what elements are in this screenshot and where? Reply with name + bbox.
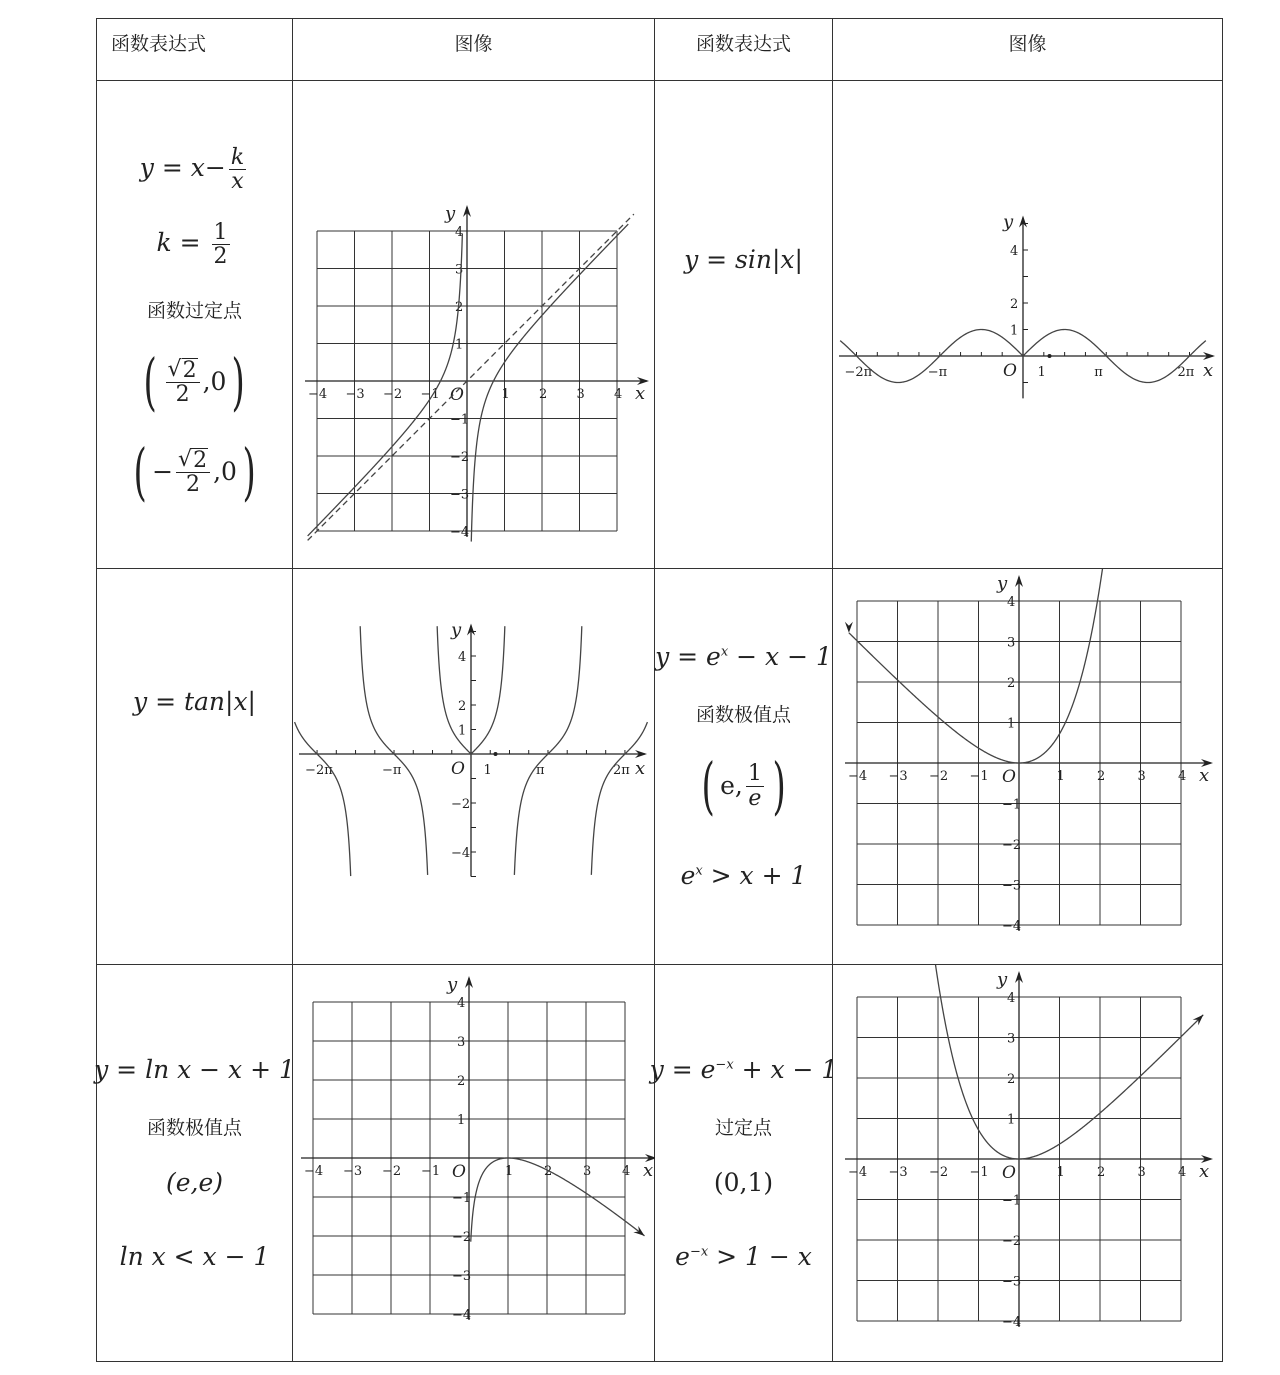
x-tick-label: −4	[848, 769, 868, 784]
x-tick-label: 4	[1178, 769, 1187, 784]
y-tick-label: 3	[455, 262, 464, 278]
x-axis-label: x	[1203, 360, 1214, 381]
y-tick-label: 4	[1007, 595, 1016, 610]
y-tick-label: −4	[451, 846, 471, 861]
x-tick-label: −4	[304, 1164, 324, 1179]
x-tick-label: −4	[308, 387, 328, 402]
table-row	[97, 965, 1223, 1362]
y-axis-label: y	[451, 619, 462, 641]
formula-cell-ln	[94, 965, 295, 1362]
table-row	[97, 81, 1223, 569]
x-tick-label: 3	[583, 1164, 592, 1179]
x-tick-label: 1	[1037, 365, 1046, 380]
y-tick-label: −1	[1002, 1193, 1022, 1209]
x-axis-label: x	[635, 758, 646, 779]
origin-label: O	[452, 1162, 466, 1182]
inequality-ln: ln x < x − 1	[119, 1241, 270, 1271]
y-tick-label: 2	[455, 300, 464, 315]
x-tick-label: −1	[969, 769, 989, 784]
x-tick-label: 4	[614, 387, 623, 402]
y-tick-label: 2	[1007, 1072, 1016, 1087]
x-axis-label: x	[1199, 765, 1210, 786]
origin-label: O	[450, 385, 464, 405]
graph-cell-5	[293, 965, 655, 1362]
fixed-point-exp-neg: (0,1)	[713, 1167, 774, 1197]
y-tick-label: −3	[452, 1269, 472, 1284]
x-tick-label: −2	[929, 769, 949, 784]
formula-x-minus-k-over-x: y = x− $\frac{k}{x}$	[139, 144, 245, 194]
x-axis-label: x	[643, 1160, 654, 1181]
x-tick-label: 1	[483, 763, 492, 778]
y-tick-label: 3	[457, 1035, 466, 1050]
x-tick-label: −4	[848, 1165, 868, 1180]
formula-tan-abs-x: y = tan|x|	[133, 686, 256, 716]
x-tick-label: −3	[888, 769, 908, 784]
y-tick-label: −4	[1002, 1315, 1022, 1330]
y-tick-label: 3	[1007, 635, 1016, 651]
x-tick-label: −3	[888, 1165, 908, 1180]
y-tick-label: 1	[1007, 1112, 1016, 1128]
formula-sin-abs-x: y = sin|x|	[684, 244, 803, 274]
y-tick-label: 1	[1010, 323, 1019, 339]
curve-arrow	[633, 1226, 644, 1236]
y-tick-label: −4	[1002, 919, 1022, 934]
header-graph-1: 图像	[293, 19, 655, 81]
formula-exp-neg-x-plus-x-minus-1: $y = e^{-x} + x - 1$	[649, 1054, 838, 1084]
y-tick-label: −2	[452, 1230, 472, 1245]
y-tick-label: 1	[457, 1113, 466, 1128]
y-tick-label: 2	[458, 699, 467, 714]
fixed-point-positive: ( √ 2 2 ,0 )	[143, 345, 246, 419]
y-tick-label: 4	[1007, 991, 1016, 1006]
y-tick-label: 2	[1010, 297, 1019, 312]
x-tick-label: 1	[505, 1164, 514, 1179]
header-row	[97, 19, 1223, 81]
y-axis-label: y	[997, 969, 1008, 990]
formula-cell-exp-neg	[649, 965, 838, 1362]
graph-sin-abs-x	[833, 81, 1223, 564]
x-tick-label: 4	[1178, 1165, 1187, 1180]
formula-cell-exp	[655, 569, 833, 965]
y-axis-label: y	[1003, 211, 1014, 233]
y-tick-label: 4	[457, 996, 466, 1011]
y-tick-label: −3	[1002, 1274, 1022, 1290]
x-tick-label: −1	[969, 1165, 989, 1180]
y-tick-label: −1	[450, 412, 470, 428]
y-tick-label: −1	[1002, 797, 1022, 813]
y-tick-label: 2	[1007, 676, 1016, 691]
y-tick-label: −3	[450, 487, 470, 503]
origin-label: O	[1003, 361, 1017, 381]
x-tick-label: −π	[927, 365, 948, 380]
y-tick-label: 4	[458, 650, 467, 665]
y-tick-label: 2	[457, 1074, 466, 1089]
x-tick-label: −3	[345, 387, 365, 402]
y-tick-label: −4	[452, 1308, 472, 1323]
asymptote-y-equals-x	[308, 214, 634, 540]
x-tick-label: 2	[1097, 1165, 1106, 1180]
inequality-exp-neg: $e^{-x} > 1 - x$	[675, 1241, 812, 1271]
y-tick-label: −3	[1002, 878, 1022, 894]
x-tick-label: −1	[420, 387, 440, 402]
x-tick-label: 3	[1137, 1165, 1146, 1180]
x-tick-label: 2π	[1177, 365, 1195, 380]
y-tick-label: −4	[450, 525, 470, 540]
graph-exp-neg-x-plus-x-minus-1	[833, 965, 1223, 1357]
y-axis-label: y	[447, 974, 458, 995]
graph-exp-minus-x-minus-1	[833, 569, 1223, 960]
curve-branch	[591, 722, 647, 875]
fixed-point-note: 过定点	[714, 1116, 772, 1139]
y-tick-label: −1	[452, 1191, 472, 1206]
extreme-point-note: 函数极值点	[695, 704, 791, 726]
curve-exp-neg-x-plus-x-minus-1	[935, 965, 1204, 1159]
x-tick-label: −2	[382, 1164, 402, 1179]
extreme-point-note: 函数极值点	[146, 1116, 242, 1139]
graph-cell-3	[293, 569, 655, 965]
x-tick-label: −2π	[305, 763, 333, 778]
y-tick-label: 4	[455, 225, 464, 240]
origin-label: O	[451, 759, 465, 779]
x-tick-label: 2	[1097, 769, 1106, 784]
x-tick-label: 2π	[612, 763, 630, 778]
graph-ln-x-minus-x-plus-1	[293, 965, 655, 1357]
origin-label: O	[1002, 767, 1016, 787]
graph-cell-4	[833, 569, 1223, 965]
y-axis-label: y	[445, 203, 456, 224]
x-tick-label: −1	[421, 1164, 441, 1179]
graph-tan-abs-x	[293, 569, 655, 960]
function-table	[96, 18, 1223, 1362]
x-tick-label: 4	[622, 1164, 631, 1179]
curve-arrow	[845, 622, 853, 633]
y-tick-label: 4	[1010, 244, 1019, 259]
y-tick-label: 1	[458, 723, 467, 739]
x-tick-label: 2	[544, 1164, 553, 1179]
y-tick-label: −2	[450, 450, 470, 465]
y-tick-label: 1	[1007, 716, 1016, 732]
x-tick-label: π	[1094, 365, 1103, 380]
curve-ln-x-minus-x-plus-1	[471, 1158, 645, 1242]
x-tick-label: −2	[383, 387, 403, 402]
origin-label: O	[1002, 1163, 1016, 1183]
curve-exp-minus-x-minus-1	[849, 569, 1104, 763]
x-axis-label: x	[635, 383, 646, 404]
x-tick-label: 1	[1056, 1165, 1065, 1180]
x-axis-label: x	[1199, 1161, 1210, 1182]
x-tick-dot	[494, 752, 498, 756]
x-tick-label: 1	[501, 387, 510, 402]
y-tick-label: −2	[451, 797, 471, 812]
formula-ln-x-minus-x-plus-1: y = ln x − x + 1	[94, 1054, 295, 1084]
x-tick-dot	[1048, 354, 1052, 358]
x-tick-label: 3	[1137, 769, 1146, 784]
graph-cell-2	[833, 81, 1223, 569]
graph-x-minus-half-over-x	[293, 81, 655, 564]
curve-branch	[295, 722, 351, 876]
formula-cell-tan-abs	[97, 569, 293, 965]
fixed-point-negative: ( − √ 2 2 ,0 )	[133, 435, 256, 509]
extreme-point-exp: ( e, $\frac{1}{e}$ )	[701, 749, 786, 822]
x-tick-label: 2	[539, 387, 548, 402]
x-tick-label: π	[535, 763, 545, 778]
curve-left-branch	[308, 234, 463, 536]
header-expression-1: 函数表达式	[97, 19, 293, 81]
y-tick-label: −2	[1002, 1234, 1022, 1249]
y-axis-label: y	[997, 573, 1008, 594]
x-tick-label: −π	[382, 763, 402, 778]
extreme-point-ln: (e,e)	[165, 1167, 224, 1197]
x-tick-label: −2	[929, 1165, 949, 1180]
formula-exp-minus-x-minus-1: $y = e^x - x - 1$	[655, 642, 832, 671]
formula-k-value: k = $\frac{1}{2}$	[156, 220, 228, 270]
header-expression-2: 函数表达式	[655, 19, 833, 81]
x-tick-label: 1	[1056, 769, 1065, 784]
graph-cell-6	[833, 965, 1223, 1362]
fixed-point-note: 函数过定点	[146, 300, 242, 323]
x-tick-label: −2π	[844, 365, 873, 380]
x-tick-label: 3	[576, 387, 585, 402]
table-row	[97, 569, 1223, 965]
header-graph-2: 图像	[833, 19, 1223, 81]
formula-cell-x-minus-k-over-x	[97, 81, 293, 569]
y-tick-label: 1	[455, 337, 464, 353]
y-tick-label: 3	[1007, 1031, 1016, 1047]
x-tick-label: −3	[343, 1164, 363, 1179]
graph-cell-1	[293, 81, 655, 569]
inequality-exp: $e^x > x + 1$	[680, 861, 807, 890]
y-tick-label: −2	[1002, 838, 1022, 853]
formula-cell-sin-abs	[655, 81, 833, 569]
